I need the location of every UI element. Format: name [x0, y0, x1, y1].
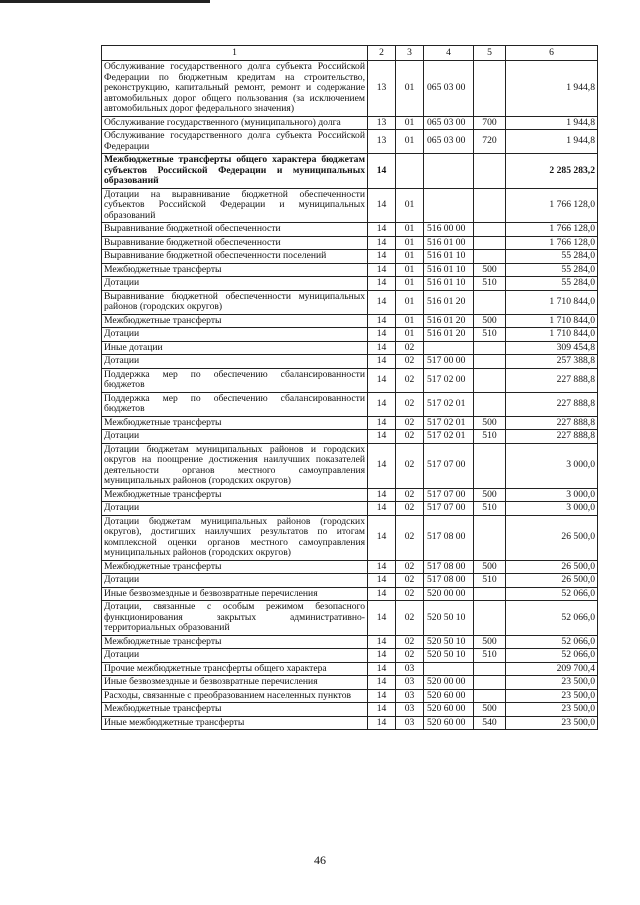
table-row — [102, 515, 598, 560]
table-row — [102, 188, 598, 223]
row-target-code-cell: 520 00 00 — [424, 587, 474, 601]
row-section-cell: 14 — [368, 574, 396, 588]
row-target-code-cell: 517 07 00 — [424, 488, 474, 502]
table-row — [102, 430, 598, 444]
row-target-code-cell — [424, 341, 474, 355]
row-section-cell: 13 — [368, 116, 396, 130]
row-section-cell: 14 — [368, 250, 396, 264]
row-name-cell: Дотации — [102, 502, 368, 516]
row-name-cell: Иные безвозмездные и безвозвратные перечисления — [102, 587, 368, 601]
row-amount-cell: 52 066,0 — [506, 601, 598, 636]
row-subsection-cell: 01 — [396, 250, 424, 264]
row-section-cell: 14 — [368, 341, 396, 355]
row-target-code-cell: 517 07 00 — [424, 443, 474, 488]
row-amount-cell: 23 500,0 — [506, 689, 598, 703]
row-subsection-cell: 01 — [396, 263, 424, 277]
row-expense-type-cell: 500 — [474, 416, 506, 430]
row-expense-type-cell: 510 — [474, 502, 506, 516]
row-expense-type-cell — [474, 368, 506, 392]
row-expense-type-cell — [474, 443, 506, 488]
row-section-cell: 14 — [368, 587, 396, 601]
row-subsection-cell: 02 — [396, 368, 424, 392]
row-expense-type-cell: 510 — [474, 277, 506, 291]
table-row — [102, 676, 598, 690]
table-row — [102, 290, 598, 314]
row-amount-cell: 23 500,0 — [506, 676, 598, 690]
row-amount-cell: 52 066,0 — [506, 635, 598, 649]
table-row — [102, 649, 598, 663]
row-expense-type-cell — [474, 236, 506, 250]
row-expense-type-cell: 510 — [474, 430, 506, 444]
row-target-code-cell — [424, 154, 474, 189]
row-amount-cell: 26 500,0 — [506, 515, 598, 560]
row-name-cell: Межбюджетные трансферты — [102, 488, 368, 502]
row-subsection-cell: 02 — [396, 392, 424, 416]
row-name-cell: Межбюджетные трансферты — [102, 416, 368, 430]
row-target-code-cell: 517 07 00 — [424, 502, 474, 516]
row-amount-cell: 1 710 844,0 — [506, 290, 598, 314]
row-amount-cell: 3 000,0 — [506, 502, 598, 516]
row-subsection-cell: 03 — [396, 716, 424, 730]
row-expense-type-cell — [474, 154, 506, 189]
row-name-cell: Дотации бюджетам муниципальных районов (городских округов), достигших наилучших результатов по итогам комплексной оценки органов местного самоуправления муниципальных районов (городских округов) — [102, 515, 368, 560]
row-expense-type-cell: 500 — [474, 560, 506, 574]
row-section-cell: 14 — [368, 314, 396, 328]
row-target-code-cell: 520 50 10 — [424, 635, 474, 649]
row-target-code-cell: 065 03 00 — [424, 130, 474, 154]
row-subsection-cell: 02 — [396, 601, 424, 636]
row-section-cell: 14 — [368, 236, 396, 250]
row-expense-type-cell — [474, 188, 506, 223]
row-target-code-cell: 065 03 00 — [424, 61, 474, 117]
row-name-cell: Дотации — [102, 430, 368, 444]
row-section-cell: 14 — [368, 488, 396, 502]
table-row — [102, 443, 598, 488]
row-amount-cell: 52 066,0 — [506, 587, 598, 601]
row-section-cell: 14 — [368, 154, 396, 189]
row-amount-cell: 227 888,8 — [506, 416, 598, 430]
table-row — [102, 277, 598, 291]
row-subsection-cell: 02 — [396, 649, 424, 663]
row-subsection-cell: 01 — [396, 236, 424, 250]
header-cell: 3 — [396, 46, 424, 61]
top-rule — [0, 0, 210, 3]
row-target-code-cell: 520 60 00 — [424, 716, 474, 730]
row-name-cell: Дотации — [102, 355, 368, 369]
table-row — [102, 355, 598, 369]
row-amount-cell: 1 710 844,0 — [506, 328, 598, 342]
row-subsection-cell: 01 — [396, 314, 424, 328]
row-target-code-cell: 520 00 00 — [424, 676, 474, 690]
row-name-cell: Иные дотации — [102, 341, 368, 355]
row-subsection-cell: 03 — [396, 703, 424, 717]
row-subsection-cell: 01 — [396, 188, 424, 223]
row-target-code-cell: 517 02 00 — [424, 368, 474, 392]
row-name-cell: Межбюджетные трансферты — [102, 263, 368, 277]
row-target-code-cell: 520 50 10 — [424, 649, 474, 663]
row-amount-cell: 26 500,0 — [506, 560, 598, 574]
table-row — [102, 263, 598, 277]
table-row — [102, 328, 598, 342]
row-subsection-cell: 03 — [396, 662, 424, 676]
row-name-cell: Выравнивание бюджетной обеспеченности поселений — [102, 250, 368, 264]
row-target-code-cell: 065 03 00 — [424, 116, 474, 130]
row-subsection-cell: 01 — [396, 130, 424, 154]
row-amount-cell: 309 454,8 — [506, 341, 598, 355]
row-section-cell: 14 — [368, 328, 396, 342]
row-target-code-cell: 516 01 20 — [424, 314, 474, 328]
row-name-cell: Выравнивание бюджетной обеспеченности — [102, 236, 368, 250]
header-cell: 1 — [102, 46, 368, 61]
row-name-cell: Дотации — [102, 574, 368, 588]
row-subsection-cell: 02 — [396, 574, 424, 588]
table-row — [102, 130, 598, 154]
row-subsection-cell: 01 — [396, 328, 424, 342]
table-row — [102, 116, 598, 130]
row-section-cell: 14 — [368, 716, 396, 730]
row-expense-type-cell: 500 — [474, 314, 506, 328]
row-target-code-cell — [424, 188, 474, 223]
table-row — [102, 392, 598, 416]
row-subsection-cell: 02 — [396, 355, 424, 369]
table-row — [102, 61, 598, 117]
row-amount-cell: 3 000,0 — [506, 488, 598, 502]
table-row — [102, 314, 598, 328]
row-expense-type-cell: 540 — [474, 716, 506, 730]
row-name-cell: Обслуживание государственного (муниципального) долга — [102, 116, 368, 130]
row-expense-type-cell: 500 — [474, 635, 506, 649]
row-name-cell: Межбюджетные трансферты — [102, 560, 368, 574]
table-row — [102, 223, 598, 237]
row-subsection-cell: 02 — [396, 341, 424, 355]
header-cell: 2 — [368, 46, 396, 61]
row-name-cell: Выравнивание бюджетной обеспеченности муниципальных районов (городских округов) — [102, 290, 368, 314]
row-subsection-cell: 03 — [396, 689, 424, 703]
row-expense-type-cell — [474, 341, 506, 355]
row-subsection-cell: 02 — [396, 416, 424, 430]
row-expense-type-cell — [474, 601, 506, 636]
row-target-code-cell — [424, 662, 474, 676]
table-row — [102, 635, 598, 649]
row-expense-type-cell — [474, 290, 506, 314]
row-expense-type-cell — [474, 515, 506, 560]
row-amount-cell: 1 944,8 — [506, 61, 598, 117]
row-target-code-cell: 517 08 00 — [424, 515, 474, 560]
row-expense-type-cell — [474, 250, 506, 264]
row-expense-type-cell: 510 — [474, 328, 506, 342]
row-target-code-cell: 520 60 00 — [424, 689, 474, 703]
row-subsection-cell: 02 — [396, 635, 424, 649]
row-section-cell: 13 — [368, 61, 396, 117]
header-cell: 5 — [474, 46, 506, 61]
row-subsection-cell: 01 — [396, 223, 424, 237]
budget-table — [101, 45, 598, 730]
row-target-code-cell: 517 02 01 — [424, 392, 474, 416]
row-expense-type-cell — [474, 61, 506, 117]
row-name-cell: Дотации бюджетам муниципальных районов и городских округов на поощрение достижения наилучших показателей деятельности органов местного самоуправления муниципальных районов (городских округов) — [102, 443, 368, 488]
table-row — [102, 716, 598, 730]
table-row — [102, 601, 598, 636]
row-amount-cell: 1 766 128,0 — [506, 223, 598, 237]
row-name-cell: Межбюджетные трансферты — [102, 635, 368, 649]
row-expense-type-cell: 510 — [474, 574, 506, 588]
row-expense-type-cell: 700 — [474, 116, 506, 130]
row-amount-cell: 55 284,0 — [506, 250, 598, 264]
row-section-cell: 14 — [368, 502, 396, 516]
row-name-cell: Дотации — [102, 277, 368, 291]
row-name-cell: Поддержка мер по обеспечению сбалансированности бюджетов — [102, 392, 368, 416]
row-name-cell: Обслуживание государственного долга субъекта Российской Федерации по бюджетным кредитам на строительство, реконструкцию, капитальный ремонт, ремонт и содержание автомобильных дорог общего пользования (за исключением автомобильных дорог федерального значения) — [102, 61, 368, 117]
row-amount-cell: 3 000,0 — [506, 443, 598, 488]
table-row — [102, 368, 598, 392]
row-name-cell: Межбюджетные трансферты — [102, 703, 368, 717]
row-subsection-cell — [396, 154, 424, 189]
row-subsection-cell: 01 — [396, 116, 424, 130]
header-cell: 6 — [506, 46, 598, 61]
table-row — [102, 703, 598, 717]
row-name-cell: Межбюджетные трансферты общего характера бюджетам субъектов Российской Федерации и муниципальных образований — [102, 154, 368, 189]
row-section-cell: 14 — [368, 601, 396, 636]
row-target-code-cell: 516 01 10 — [424, 277, 474, 291]
row-subsection-cell: 02 — [396, 443, 424, 488]
row-amount-cell: 227 888,8 — [506, 430, 598, 444]
row-target-code-cell: 516 01 10 — [424, 250, 474, 264]
row-expense-type-cell — [474, 355, 506, 369]
row-target-code-cell: 516 01 20 — [424, 290, 474, 314]
row-subsection-cell: 02 — [396, 587, 424, 601]
row-section-cell: 14 — [368, 188, 396, 223]
row-subsection-cell: 03 — [396, 676, 424, 690]
row-section-cell: 14 — [368, 703, 396, 717]
row-amount-cell: 55 284,0 — [506, 277, 598, 291]
row-subsection-cell: 02 — [396, 430, 424, 444]
row-expense-type-cell — [474, 223, 506, 237]
row-amount-cell: 1 766 128,0 — [506, 236, 598, 250]
row-section-cell: 14 — [368, 392, 396, 416]
row-amount-cell: 1 766 128,0 — [506, 188, 598, 223]
row-amount-cell: 209 700,4 — [506, 662, 598, 676]
row-name-cell: Выравнивание бюджетной обеспеченности — [102, 223, 368, 237]
row-amount-cell: 1 944,8 — [506, 116, 598, 130]
table-row — [102, 250, 598, 264]
row-target-code-cell: 520 50 10 — [424, 601, 474, 636]
table-row — [102, 689, 598, 703]
row-section-cell: 14 — [368, 355, 396, 369]
table-row — [102, 416, 598, 430]
row-expense-type-cell: 510 — [474, 649, 506, 663]
row-expense-type-cell — [474, 676, 506, 690]
row-section-cell: 14 — [368, 689, 396, 703]
table-row — [102, 236, 598, 250]
row-name-cell: Поддержка мер по обеспечению сбалансированности бюджетов — [102, 368, 368, 392]
row-section-cell: 14 — [368, 223, 396, 237]
row-section-cell: 13 — [368, 130, 396, 154]
row-name-cell: Иные межбюджетные трансферты — [102, 716, 368, 730]
row-expense-type-cell: 720 — [474, 130, 506, 154]
row-target-code-cell: 517 08 00 — [424, 560, 474, 574]
row-name-cell: Обслуживание государственного долга субъекта Российской Федерации — [102, 130, 368, 154]
row-name-cell: Дотации, связанные с особым режимом безопасного функционирования закрытых административно-территориальных образований — [102, 601, 368, 636]
row-section-cell: 14 — [368, 443, 396, 488]
row-subsection-cell: 01 — [396, 290, 424, 314]
row-expense-type-cell — [474, 689, 506, 703]
row-target-code-cell: 520 60 00 — [424, 703, 474, 717]
table-row — [102, 154, 598, 189]
row-section-cell: 14 — [368, 430, 396, 444]
table-row — [102, 662, 598, 676]
row-subsection-cell: 02 — [396, 560, 424, 574]
table-row — [102, 587, 598, 601]
row-subsection-cell: 02 — [396, 502, 424, 516]
row-name-cell: Дотации на выравнивание бюджетной обеспеченности субъектов Российской Федерации и муниципальных образований — [102, 188, 368, 223]
row-section-cell: 14 — [368, 662, 396, 676]
row-amount-cell: 52 066,0 — [506, 649, 598, 663]
row-target-code-cell: 517 08 00 — [424, 574, 474, 588]
row-name-cell: Межбюджетные трансферты — [102, 314, 368, 328]
row-subsection-cell: 02 — [396, 515, 424, 560]
header-cell: 4 — [424, 46, 474, 61]
page-number: 46 — [314, 853, 326, 867]
row-name-cell: Прочие межбюджетные трансферты общего характера — [102, 662, 368, 676]
row-expense-type-cell: 500 — [474, 488, 506, 502]
row-expense-type-cell: 500 — [474, 263, 506, 277]
row-amount-cell: 23 500,0 — [506, 703, 598, 717]
row-amount-cell: 2 285 283,2 — [506, 154, 598, 189]
row-target-code-cell: 516 01 20 — [424, 328, 474, 342]
row-subsection-cell: 01 — [396, 61, 424, 117]
row-section-cell: 14 — [368, 649, 396, 663]
row-amount-cell: 55 284,0 — [506, 263, 598, 277]
row-target-code-cell: 517 02 01 — [424, 430, 474, 444]
row-amount-cell: 257 388,8 — [506, 355, 598, 369]
row-amount-cell: 227 888,8 — [506, 368, 598, 392]
row-expense-type-cell — [474, 587, 506, 601]
table-row — [102, 502, 598, 516]
row-section-cell: 14 — [368, 635, 396, 649]
row-subsection-cell: 02 — [396, 488, 424, 502]
row-target-code-cell: 517 00 00 — [424, 355, 474, 369]
row-expense-type-cell — [474, 662, 506, 676]
row-amount-cell: 23 500,0 — [506, 716, 598, 730]
table-row — [102, 574, 598, 588]
row-amount-cell: 227 888,8 — [506, 392, 598, 416]
row-section-cell: 14 — [368, 290, 396, 314]
row-section-cell: 14 — [368, 416, 396, 430]
row-amount-cell: 1 710 844,0 — [506, 314, 598, 328]
header-row — [102, 46, 598, 61]
row-name-cell: Дотации — [102, 649, 368, 663]
row-section-cell: 14 — [368, 277, 396, 291]
row-amount-cell: 1 944,8 — [506, 130, 598, 154]
row-target-code-cell: 516 01 00 — [424, 236, 474, 250]
row-section-cell: 14 — [368, 560, 396, 574]
row-name-cell: Иные безвозмездные и безвозвратные перечисления — [102, 676, 368, 690]
table-row — [102, 341, 598, 355]
row-target-code-cell: 516 01 10 — [424, 263, 474, 277]
row-subsection-cell: 01 — [396, 277, 424, 291]
row-section-cell: 14 — [368, 368, 396, 392]
row-expense-type-cell: 500 — [474, 703, 506, 717]
row-section-cell: 14 — [368, 515, 396, 560]
table-row — [102, 560, 598, 574]
row-target-code-cell: 516 00 00 — [424, 223, 474, 237]
row-name-cell: Расходы, связанные с преобразованием населенных пунктов — [102, 689, 368, 703]
row-section-cell: 14 — [368, 263, 396, 277]
row-name-cell: Дотации — [102, 328, 368, 342]
table-row — [102, 488, 598, 502]
row-target-code-cell: 517 02 01 — [424, 416, 474, 430]
row-section-cell: 14 — [368, 676, 396, 690]
row-expense-type-cell — [474, 392, 506, 416]
row-amount-cell: 26 500,0 — [506, 574, 598, 588]
